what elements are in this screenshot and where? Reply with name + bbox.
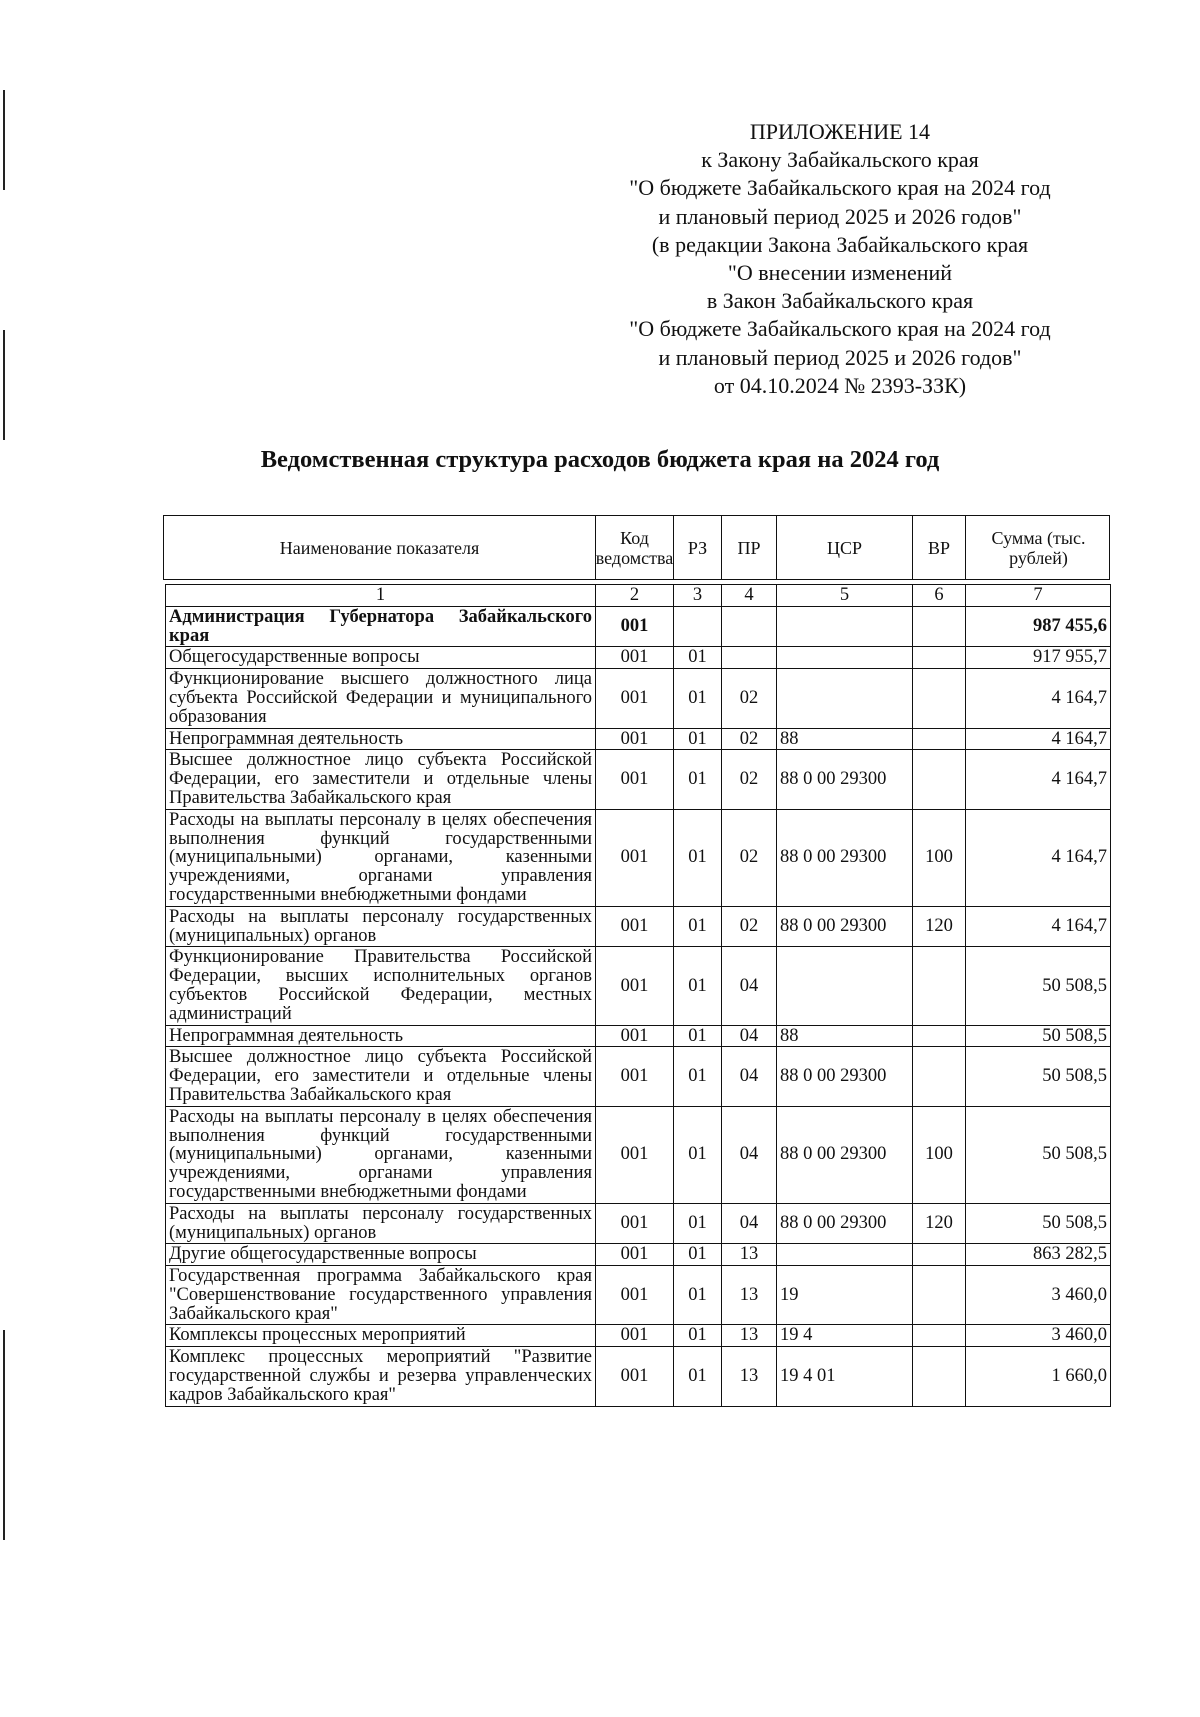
table-row <box>166 728 1111 750</box>
indicator-name-cell: Комплексы процессных мероприятий <box>166 1325 596 1347</box>
table-row <box>166 1025 1111 1047</box>
vr-cell <box>913 1347 966 1406</box>
csr-cell: 88 0 00 29300 <box>777 750 913 809</box>
rz-cell: 01 <box>674 1025 722 1047</box>
col-number: 1 <box>166 585 596 607</box>
vr-cell: 120 <box>913 1203 966 1244</box>
indicator-name-cell: Высшее должностное лицо субъекта Российской Федерации, его заместители и отдельные члены Правительства Забайкальского края <box>166 1047 596 1106</box>
table-row <box>166 809 1111 906</box>
dept-code-cell: 001 <box>596 1203 674 1244</box>
sum-cell: 4 164,7 <box>966 669 1111 728</box>
header-pr: ПР <box>722 516 777 579</box>
indicator-name-cell: Расходы на выплаты персоналу государственных (муниципальных) органов <box>166 906 596 947</box>
header-vr: ВР <box>913 516 966 579</box>
rz-cell: 01 <box>674 647 722 669</box>
vr-cell <box>913 750 966 809</box>
header-name: Наименование показателя <box>164 516 596 579</box>
header-line: и плановый период 2025 и 2026 годов" <box>658 344 1022 370</box>
table-row <box>166 1347 1111 1406</box>
rz-cell: 01 <box>674 1347 722 1406</box>
rz-cell: 01 <box>674 1325 722 1347</box>
col-number: 7 <box>966 585 1111 607</box>
scan-edge-mark <box>3 330 5 440</box>
header-line: в Закон Забайкальского края <box>706 288 974 314</box>
pr-cell: 02 <box>722 728 777 750</box>
expenditure-table <box>165 584 1111 1407</box>
indicator-name-cell: Расходы на выплаты персоналу в целях обеспечения выполнения функций государственными (муниципальными) органами, казенными учреждениями, органами управления государственными внебюджетными фондами <box>166 1106 596 1203</box>
vr-cell <box>913 728 966 750</box>
header-line: "О бюджете Забайкальского края на 2024 год <box>629 316 1051 342</box>
document-title: Ведомственная структура расходов бюджета края на 2024 год <box>260 446 940 473</box>
col-number: 4 <box>722 585 777 607</box>
csr-cell: 88 0 00 29300 <box>777 809 913 906</box>
header-line: "О бюджете Забайкальского края на 2024 год <box>629 175 1051 201</box>
vr-cell <box>913 947 966 1025</box>
header-line: (в редакции Закона Забайкальского края <box>651 231 1029 257</box>
indicator-name-cell: Другие общегосударственные вопросы <box>166 1244 596 1266</box>
csr-cell: 19 4 <box>777 1325 913 1347</box>
dept-code-cell: 001 <box>596 669 674 728</box>
table-row <box>166 1047 1111 1106</box>
rz-cell: 01 <box>674 809 722 906</box>
sum-cell: 50 508,5 <box>966 1047 1111 1106</box>
table-row <box>166 1244 1111 1266</box>
rz-cell: 01 <box>674 750 722 809</box>
table-row <box>166 1203 1111 1244</box>
table-row <box>166 647 1111 669</box>
sum-cell: 50 508,5 <box>966 947 1111 1025</box>
csr-cell <box>777 647 913 669</box>
sum-cell: 863 282,5 <box>966 1244 1111 1266</box>
col-number: 2 <box>596 585 674 607</box>
indicator-name-cell: Непрограммная деятельность <box>166 1025 596 1047</box>
table-row <box>166 906 1111 947</box>
indicator-name-cell: Общегосударственные вопросы <box>166 647 596 669</box>
sum-cell: 917 955,7 <box>966 647 1111 669</box>
table-row <box>166 947 1111 1025</box>
table-row <box>166 1325 1111 1347</box>
csr-cell <box>777 947 913 1025</box>
column-number-row <box>166 585 1111 607</box>
scan-edge-mark <box>3 1330 5 1540</box>
pr-cell: 02 <box>722 750 777 809</box>
dept-code-cell: 001 <box>596 809 674 906</box>
csr-cell <box>777 669 913 728</box>
pr-cell: 13 <box>722 1266 777 1325</box>
header-line: от 04.10.2024 № 2393-ЗЗК) <box>713 372 967 398</box>
pr-cell: 04 <box>722 1106 777 1203</box>
pr-cell: 04 <box>722 1025 777 1047</box>
dept-code-cell: 001 <box>596 606 674 647</box>
vr-cell <box>913 606 966 647</box>
rz-cell: 01 <box>674 728 722 750</box>
sum-cell: 4 164,7 <box>966 809 1111 906</box>
sum-cell: 50 508,5 <box>966 1203 1111 1244</box>
vr-cell: 100 <box>913 1106 966 1203</box>
dept-code-cell: 001 <box>596 750 674 809</box>
indicator-name-cell: Расходы на выплаты персоналу в целях обеспечения выполнения функций государственными (муниципальными) органами, казенными учреждениями, органами управления государственными внебюджетными фондами <box>166 809 596 906</box>
pr-cell <box>722 647 777 669</box>
header-line: к Закону Забайкальского края <box>701 147 979 173</box>
pr-cell: 04 <box>722 947 777 1025</box>
header-sum: Сумма (тыс. рублей) <box>991 527 1086 568</box>
table-row <box>166 1266 1111 1325</box>
pr-cell: 04 <box>722 1203 777 1244</box>
indicator-name-cell: Комплекс процессных мероприятий "Развитие государственной службы и резерва управленческих кадров Забайкальского края" <box>166 1347 596 1406</box>
appendix-header <box>590 118 1090 400</box>
sum-cell: 4 164,7 <box>966 750 1111 809</box>
rz-cell: 01 <box>674 947 722 1025</box>
header-ved: Код ведомства <box>596 516 674 579</box>
table-row <box>166 1106 1111 1203</box>
rz-cell <box>674 606 722 647</box>
vr-cell: 100 <box>913 809 966 906</box>
vr-cell <box>913 669 966 728</box>
rz-cell: 01 <box>674 1266 722 1325</box>
header-csr: ЦСР <box>777 516 913 579</box>
header-line: ПРИЛОЖЕНИЕ 14 <box>749 119 931 144</box>
dept-code-cell: 001 <box>596 1047 674 1106</box>
rz-cell: 01 <box>674 1244 722 1266</box>
csr-cell: 88 <box>777 1025 913 1047</box>
rz-cell: 01 <box>674 1047 722 1106</box>
indicator-name-cell: Функционирование высшего должностного лица субъекта Российской Федерации и муниципального образования <box>166 669 596 728</box>
indicator-name-cell: Непрограммная деятельность <box>166 728 596 750</box>
pr-cell: 04 <box>722 1047 777 1106</box>
table-column-headers <box>163 515 1110 580</box>
dept-code-cell: 001 <box>596 947 674 1025</box>
header-rz: РЗ <box>674 516 722 579</box>
indicator-name-cell: Функционирование Правительства Российской Федерации, высших исполнительных органов субъектов Российской Федерации, местных администраций <box>166 947 596 1025</box>
dept-code-cell: 001 <box>596 1106 674 1203</box>
rz-cell: 01 <box>674 669 722 728</box>
sum-cell: 50 508,5 <box>966 1106 1111 1203</box>
indicator-name-cell: Расходы на выплаты персоналу государственных (муниципальных) органов <box>166 1203 596 1244</box>
table-row <box>166 750 1111 809</box>
scan-edge-mark <box>3 90 5 190</box>
pr-cell: 13 <box>722 1325 777 1347</box>
vr-cell <box>913 1266 966 1325</box>
col-number: 3 <box>674 585 722 607</box>
sum-cell: 4 164,7 <box>966 728 1111 750</box>
vr-cell <box>913 1047 966 1106</box>
pr-cell: 13 <box>722 1347 777 1406</box>
sum-cell: 3 460,0 <box>966 1266 1111 1325</box>
csr-cell: 88 <box>777 728 913 750</box>
col-number: 6 <box>913 585 966 607</box>
col-number: 5 <box>777 585 913 607</box>
dept-code-cell: 001 <box>596 1244 674 1266</box>
vr-cell <box>913 1025 966 1047</box>
rz-cell: 01 <box>674 906 722 947</box>
indicator-name-cell: Администрация Губернатора Забайкальского края <box>166 606 596 647</box>
dept-code-cell: 001 <box>596 647 674 669</box>
sum-cell: 50 508,5 <box>966 1025 1111 1047</box>
rz-cell: 01 <box>674 1106 722 1203</box>
csr-cell: 19 <box>777 1266 913 1325</box>
vr-cell <box>913 647 966 669</box>
csr-cell: 19 4 01 <box>777 1347 913 1406</box>
csr-cell: 88 0 00 29300 <box>777 1203 913 1244</box>
dept-code-cell: 001 <box>596 906 674 947</box>
pr-cell <box>722 606 777 647</box>
sum-cell: 987 455,6 <box>966 606 1111 647</box>
header-line: "О внесении изменений <box>727 260 953 286</box>
pr-cell: 02 <box>722 669 777 728</box>
header-line: и плановый период 2025 и 2026 годов" <box>658 203 1022 229</box>
vr-cell <box>913 1325 966 1347</box>
csr-cell: 88 0 00 29300 <box>777 1106 913 1203</box>
csr-cell: 88 0 00 29300 <box>777 1047 913 1106</box>
table-row <box>166 669 1111 728</box>
sum-cell: 4 164,7 <box>966 906 1111 947</box>
dept-code-cell: 001 <box>596 1025 674 1047</box>
vr-cell: 120 <box>913 906 966 947</box>
csr-cell: 88 0 00 29300 <box>777 906 913 947</box>
table-row <box>166 606 1111 647</box>
pr-cell: 02 <box>722 809 777 906</box>
indicator-name-cell: Государственная программа Забайкальского края "Совершенствование государственного управления Забайкальского края" <box>166 1266 596 1325</box>
csr-cell <box>777 1244 913 1266</box>
dept-code-cell: 001 <box>596 1347 674 1406</box>
csr-cell <box>777 606 913 647</box>
rz-cell: 01 <box>674 1203 722 1244</box>
dept-code-cell: 001 <box>596 728 674 750</box>
indicator-name-cell: Высшее должностное лицо субъекта Российской Федерации, его заместители и отдельные члены Правительства Забайкальского края <box>166 750 596 809</box>
sum-cell: 1 660,0 <box>966 1347 1111 1406</box>
pr-cell: 02 <box>722 906 777 947</box>
dept-code-cell: 001 <box>596 1325 674 1347</box>
vr-cell <box>913 1244 966 1266</box>
pr-cell: 13 <box>722 1244 777 1266</box>
dept-code-cell: 001 <box>596 1266 674 1325</box>
sum-cell: 3 460,0 <box>966 1325 1111 1347</box>
